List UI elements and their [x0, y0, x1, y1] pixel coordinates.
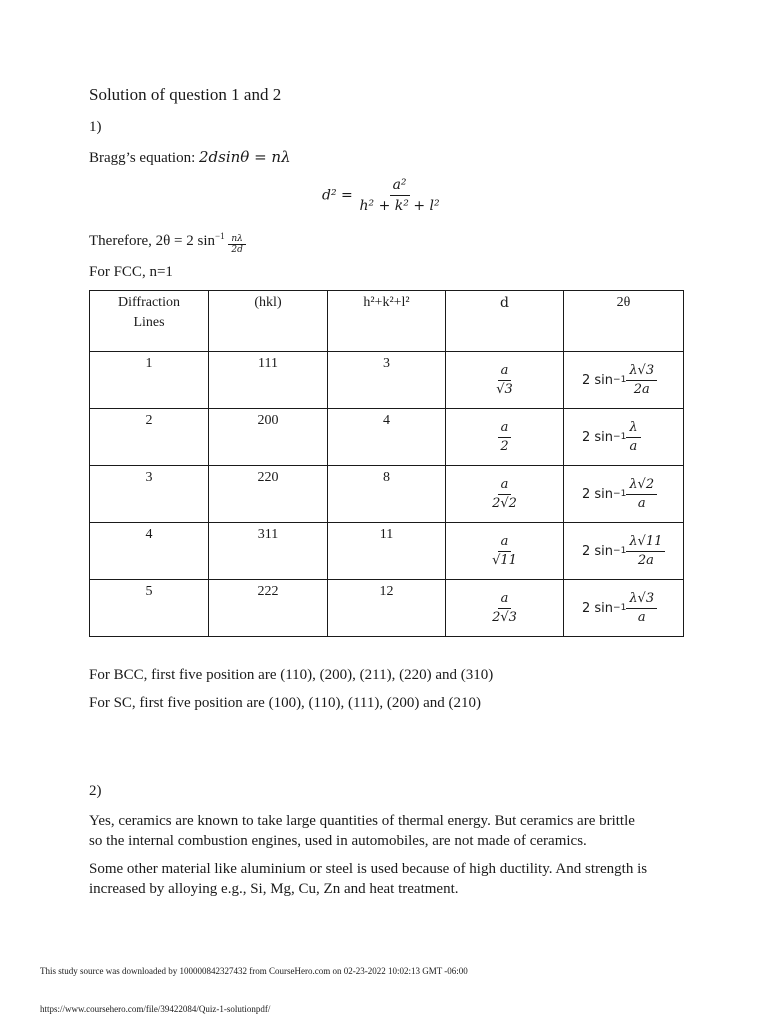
cell-d: [446, 352, 564, 409]
cell-hkl: 111: [209, 352, 328, 409]
fcc-line: For FCC, n=1: [89, 264, 173, 280]
two-theta-fraction: [626, 590, 657, 627]
header-d: d: [446, 291, 564, 352]
question-1-label: 1): [89, 119, 102, 135]
d-squared-equation: [322, 175, 443, 216]
two-theta-denominator: a: [629, 438, 638, 454]
answer-paragraph-2: [89, 859, 647, 899]
d-fraction: [489, 590, 520, 627]
two-theta-sup: −1: [613, 603, 627, 613]
d-squared-lhs: d² =: [322, 187, 353, 204]
cell-hkl: 220: [209, 466, 328, 523]
d-numerator: a: [498, 533, 512, 552]
cell-sum: 12: [328, 580, 446, 637]
two-theta-fraction: [626, 476, 657, 513]
d-numerator: a: [498, 590, 512, 609]
therefore-fraction: [228, 234, 246, 255]
cell-d: [446, 466, 564, 523]
paragraph-2-line-1: Some other material like aluminium or steel is used because of high ductility. And strength is: [89, 861, 648, 877]
d-squared-numerator: a²: [390, 175, 410, 196]
two-theta-sup: −1: [613, 489, 627, 499]
two-theta-fraction: [626, 419, 640, 456]
cell-two-theta: [564, 409, 684, 466]
two-theta-denominator: 2a: [637, 552, 654, 568]
cell-sum: 4: [328, 409, 446, 466]
d-numerator: a: [498, 419, 512, 438]
cell-two-theta: [564, 466, 684, 523]
paragraph-1-line-1: Yes, ceramics are known to take large quantities of thermal energy. But ceramics are brittle: [89, 813, 635, 829]
two-theta-denominator: a: [637, 609, 646, 625]
cell-hkl: 311: [209, 523, 328, 580]
table-header-row: [90, 291, 684, 352]
bragg-equation: [89, 147, 291, 168]
d-numerator: a: [498, 476, 512, 495]
cell-line: 5: [90, 580, 209, 637]
source-url-link[interactable]: https://www.coursehero.com/file/39422084/Quiz-1-solutionpdf/: [40, 1004, 271, 1014]
therefore-prefix: Therefore, 2θ = 2 sin: [89, 233, 216, 249]
two-theta-prefix: 2 sin: [582, 486, 614, 502]
cell-two-theta: [564, 352, 684, 409]
cell-d: [446, 409, 564, 466]
d-denominator: √11: [492, 552, 517, 568]
d-denominator: 2√3: [492, 609, 517, 625]
cell-hkl: 200: [209, 409, 328, 466]
header-sum-squares: h²+k²+l²: [328, 291, 446, 352]
d-squared-denominator: h² + k² + l²: [359, 198, 440, 214]
d-fraction: [497, 419, 511, 456]
two-theta-prefix: 2 sin: [582, 600, 614, 616]
two-theta-prefix: 2 sin: [582, 372, 614, 388]
two-theta-fraction: [626, 533, 665, 570]
table-body: [90, 352, 684, 637]
bragg-formula: 2dsinθ = nλ: [198, 148, 291, 166]
d-fraction: [489, 476, 520, 513]
two-theta-prefix: 2 sin: [582, 429, 614, 445]
two-theta-denominator: a: [637, 495, 646, 511]
therefore-sup: −1: [215, 231, 225, 241]
two-theta-numerator: λ√2: [626, 476, 657, 495]
header-diffraction-lines: Diffraction Lines: [90, 291, 209, 352]
table-row: [90, 409, 684, 466]
paragraph-2-line-2: increased by alloying e.g., Si, Mg, Cu, Zn and heat treatment.: [89, 881, 459, 897]
therefore-numerator: nλ: [228, 234, 246, 245]
d-denominator: √3: [496, 381, 513, 397]
page-title: Solution of question 1 and 2: [89, 85, 282, 104]
diffraction-table: [89, 290, 684, 637]
two-theta-sup: −1: [613, 432, 627, 442]
two-theta-prefix: 2 sin: [582, 543, 614, 559]
sc-line: For SC, first five position are (100), (110), (111), (200) and (210): [89, 695, 482, 711]
two-theta-denominator: 2a: [633, 381, 650, 397]
two-theta-numerator: λ: [626, 419, 640, 438]
question-2-label: 2): [89, 783, 102, 799]
therefore-equation: [89, 226, 246, 255]
cell-two-theta: [564, 523, 684, 580]
cell-d: [446, 580, 564, 637]
table-row: [90, 523, 684, 580]
two-theta-sup: −1: [613, 546, 627, 556]
therefore-denominator: 2d: [231, 245, 243, 255]
bcc-line: For BCC, first five position are (110), (200), (211), (220) and (310): [89, 667, 494, 683]
cell-d: [446, 523, 564, 580]
d-numerator: a: [498, 362, 512, 381]
header-two-theta: 2θ: [564, 291, 684, 352]
d-denominator: 2√2: [492, 495, 517, 511]
cell-line: 1: [90, 352, 209, 409]
d-fraction: [493, 362, 516, 399]
cell-sum: 3: [328, 352, 446, 409]
two-theta-fraction: [626, 362, 657, 399]
cell-line: 2: [90, 409, 209, 466]
d-denominator: 2: [500, 438, 509, 454]
cell-line: 3: [90, 466, 209, 523]
table-row: [90, 352, 684, 409]
download-notice: This study source was downloaded by 100000842327432 from CourseHero.com on 02-23-2022 10:02:13 GMT -06:00: [40, 966, 468, 976]
bragg-prefix: Bragg’s equation:: [89, 150, 199, 166]
two-theta-numerator: λ√11: [626, 533, 665, 552]
two-theta-numerator: λ√3: [626, 590, 657, 609]
cell-sum: 11: [328, 523, 446, 580]
cell-two-theta: [564, 580, 684, 637]
header-hkl: (hkl): [209, 291, 328, 352]
paragraph-1-line-2: so the internal combustion engines, used in automobiles, are not made of ceramics.: [89, 833, 587, 849]
d-fraction: [489, 533, 520, 570]
two-theta-numerator: λ√3: [626, 362, 657, 381]
table-row: [90, 466, 684, 523]
answer-paragraph-1: [89, 811, 635, 851]
two-theta-sup: −1: [613, 375, 627, 385]
d-squared-fraction: [357, 175, 443, 216]
cell-sum: 8: [328, 466, 446, 523]
cell-line: 4: [90, 523, 209, 580]
table-row: [90, 580, 684, 637]
cell-hkl: 222: [209, 580, 328, 637]
